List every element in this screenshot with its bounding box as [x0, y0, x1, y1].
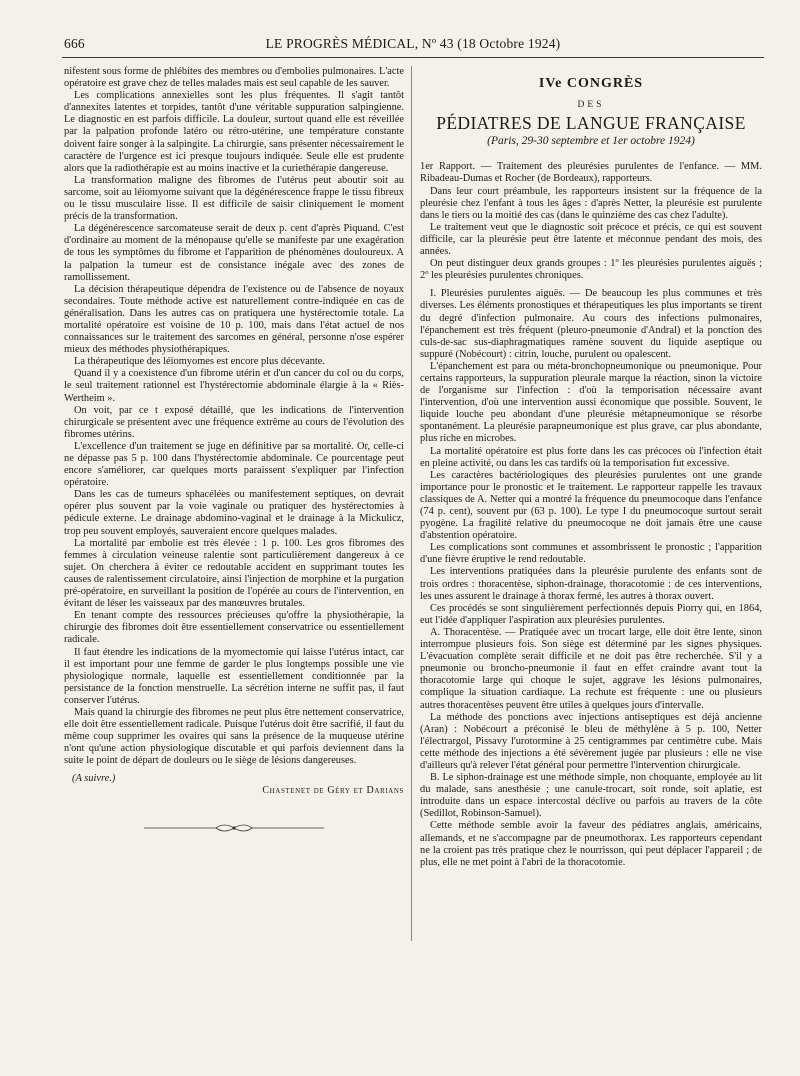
paragraph: La méthode des ponctions avec injections antiseptiques est déjà ancienne (Aran) : Nobécourt a préconisé le bleu de méthylène à 5 p. 100, Netter l'électrargol, Pissavy l'urotormine à 25 centigrammes par centimètre cube. Mais cette méthode des injections a été sévèrement jugée par plusieurs : elle ne vise d'ailleurs qu'à relever l'état général pour permettre l'intervention chirurgicale.	[420, 711, 762, 771]
paragraph: On peut distinguer deux grands groupes : 1º les pleurésies purulentes aiguës ; 2º les pleurésies purulentes chroniques.	[420, 258, 762, 282]
paragraph: Il faut étendre les indications de la myomectomie qui laisse l'utérus intact, car il est important pour une femme de garder le plus longtemps possible une vie physiologique normale, laquelle est essentiellement conditionnée par la persistance de la fonction menstruelle. La sécrétion interne ne suffit pas, il faut conserver l'utérus.	[64, 646, 404, 706]
paragraph: 1er Rapport. — Traitement des pleurésies purulentes de l'enfance. — MM. Ribadeau-Dumas et Rocher (de Bordeaux), rapporteurs.	[420, 161, 762, 185]
congress-name: PÉDIATRES DE LANGUE FRANÇAISE	[436, 113, 746, 134]
left-column	[64, 66, 404, 1066]
paragraph: La thérapeutique des léiomyomes est encore plus décevante.	[74, 356, 326, 368]
journal-title: LE PROGRÈS MÉDICAL, Nº 43 (18 Octobre 1924)	[265, 36, 561, 51]
paragraph: Les complications annexielles sont les plus fréquentes. Il s'agit tantôt d'annexites latentes et torpides, tantôt d'une véritable suppuration salpingienne. Le diagnostic en est parfois difficile. La douleur, surtout quand elle est réveillée par la palpation profonde latéro ou rétro-utérine, une température constante doivent faire songer à la salpingite. La chirurgie, sans présenter nécessairement le caractère de l'urgence est ici presque toujours indiquée. Seule elle est prudente alors que la radiothérapie est au moins inactive et la curiethérapie dangereuse.	[64, 90, 404, 174]
paragraph: Les interventions pratiquées dans la pleurésie purulente des enfants sont de trois ordres : thoracentèse, siphon-drainage, thoracotomie : de ces interventions, les unes assurent le drainage à thorax fermé, les autres à thorax ouvert.	[420, 566, 762, 602]
paragraph: A. Thoracentèse. — Pratiquée avec un trocart large, elle doit être lente, sinon interrompue plusieurs fois. Son siège est déterminé par les signes physiques. L'évacuation complète serait difficile et ne doit pas être recherchée. S'il y a pneumonie ou broncho-pneumonie il faut en effet craindre avant tout la thoracotomie large qui choque le sujet, aggrave les lésions pulmonaires, complique la situation cardiaque. La rechute est fréquente : une ou plusieurs autres thoracentèses peuvent être utiles à quelques jours d'intervalle.	[420, 626, 762, 711]
congress-place-date: (Paris, 29-30 septembre et 1er octobre 1924)	[487, 135, 695, 148]
paragraph: B. Le siphon-drainage est une méthode simple, non choquante, employée au lit du malade, sans anesthésie ; une canule-trocart, soit ronde, soit aplatie, est introduite dans un espace intercostal déclive ou parfois au travers de la côte (Sedillot, Robinson-Samuel).	[420, 772, 762, 820]
paragraph: En tenant compte des ressources précieuses qu'offre la physiothérapie, la chirurgie des fibromes doit être essentiellement conservatrice ou essentiellement radicale.	[64, 610, 404, 646]
right-column	[420, 66, 762, 1066]
page-number: 666	[64, 36, 85, 51]
paragraph: Les complications sont communes et assombrissent le pronostic ; l'apparition d'une fièvre éruptive le rend redoutable.	[420, 542, 762, 566]
running-header	[64, 36, 762, 56]
paragraph: La mortalité par embolie est très élevée : 1 p. 100. Les gros fibromes des femmes à circulation veineuse ralentie sont particulièrement dangereux à ce sujet. On cherchera à éviter ce redoutable accident en supprimant toutes les causes de ralentissement circulatoire, ainsi l'injection de morphine et la purgation pré-opératoire, en surveillant la position de l'opérée au cours de l'intervention, en évitant de léser les vaisseaux par des manœuvres brutales.	[64, 537, 404, 610]
congress-heading	[420, 78, 762, 147]
column-divider	[411, 66, 412, 941]
congress-des: DES	[577, 100, 605, 111]
paragraph: La décision thérapeutique dépendra de l'existence ou de l'absence de noyaux secondaires. Toute méthode active est naturellement contre-indiquée en cas de généralisation. Dans les autres cas on pratiquera une hystérectomie totale. La mortalité opératoire est voisine de 10 p. 100, mais dans l'état actuel de nos connaissances sur le traitement des sarcomes en général, personne n'ose espérer mieux des méthodes physiothérapiques.	[64, 283, 404, 356]
right-article-body	[420, 161, 762, 868]
paragraph: Mais quand la chirurgie des fibromes ne peut plus être nettement conservatrice, elle doit être essentiellement radicale. Puisque l'utérus doit être sacrifié, il faut du même coup supprimer les ovaires qui sans la présence de la muqueuse utérine n'ont qu'une action physiologique discutable et qui parfois deviennent dans la suite le point de départ de douleurs ou le siège de lésions dangereuses.	[64, 706, 404, 767]
paragraph: Ces procédés se sont singulièrement perfectionnés depuis Piorry qui, en 1864, eut l'idée d'appliquer l'aspiration aux pleurésies purulentes.	[420, 602, 762, 626]
paragraph: La transformation maligne des fibromes de l'utérus peut aboutir soit au sarcome, soit au léiomyome suivant que la dégénérescence frappe le tissu fibreux ou le tissu musculaire lisse. Il est difficile de saisir cliniquement le moment précis de la transformation.	[64, 174, 404, 223]
left-article-body	[64, 66, 404, 767]
paragraph: L'excellence d'un traitement se juge en définitive par sa mortalité. Or, celle-ci ne dépasse pas 5 p. 100 dans l'hystérectomie abdominale. Ce pourcentage peut encore s'améliorer, car quelques morts paraissent s'expliquer par l'infection opératoire.	[64, 440, 404, 489]
paragraph: Dans leur court préambule, les rapporteurs insistent sur la fréquence de la pleurésie chez l'enfant à tous les âges : d'après Netter, la pleurésie est purulente dans le tiers ou la moitié des cas (dans le quinzième des cas chez l'adulte).	[420, 185, 762, 221]
header-rule	[62, 57, 764, 58]
congress-title: IVe CONGRÈS	[538, 76, 644, 91]
ornament-divider	[144, 822, 324, 834]
paragraph: Les caractères bactériologiques des pleurésies purulentes ont une grande importance pour le pronostic et le traitement. Le rapporteur rappelle les travaux classiques de A. Netter qui a montré la fréquence du pneumocoque dans l'enfance (74 p. cent), souvent pur (63 p. 100). Le type I du pneumocoque surtout serait pyogène. La fragilité relative du pneumocoque ne doit jamais être une cause d'abstention opératoire.	[420, 469, 762, 542]
author-signature: Chastenet de Géry et Darians	[262, 785, 404, 797]
paragraph: Dans les cas de tumeurs sphacélées ou manifestement septiques, on devrait opérer plus souvent par la voie vaginale ou pratiquer des hystérectomies à pédicule externe. Le drainage abdomino-vaginal et le drainage à la Mickulicz, trop peu souvent employés, sauveraient encore quelques malades.	[64, 489, 404, 537]
article-end	[64, 773, 404, 797]
paragraph: La mortalité opératoire est plus forte dans les cas précoces où l'infection était en pleine activité, ou dans les cas tardifs où la temporisation fut excessive.	[420, 445, 762, 469]
paragraph: Le traitement veut que le diagnostic soit précoce et précis, ce qui est souvent difficile, car la pleurésie peut être latente et méconnue pendant des mois, des années.	[420, 221, 762, 258]
paragraph: La dégénérescence sarcomateuse serait de deux p. cent d'après Piquand. C'est d'ordinaire au moment de la ménopause qu'elle se manifeste par une exagération de tous les symptômes du fibrome et l'apparition de phénomènes douloureux. A la palpation la tumeur est de consistance inégale avec des zones de ramollissement.	[64, 223, 404, 283]
paragraph: I. Pleurésies purulentes aiguës. — De beaucoup les plus communes et très diverses. Les éléments pronostiques et thérapeutiques les plus importants se tirent du degré d'infection pulmonaire. Au cours des infections pulmonaires, l'épanchement est très fréquent (pleuro-pneumonie d'Andral) et la ponction des culs-de-sac sus-diaphragmatiques ramène souvent du liquide aseptique ou suppuré (Nobécourt) : citrin, louche, purulent ou opalescent.	[420, 288, 762, 360]
paragraph: nifestent sous forme de phlébites des membres ou d'embolies pulmonaires. L'acte opératoire est grave chez de telles malades mais est seul capable de les sauver.	[64, 66, 404, 90]
paragraph: L'épanchement est para ou méta-bronchopneumonique ou pneumonique. Pour certains rapporteurs, la suppuration pleurale marque la réaction, sinon la victoire de l'organisme sur l'infection : d'où la temporisation nécessaire avant l'intervention, d'où une intervention aussi économique que possible. Souvent, le liquide louche peu abondant d'une pleurésie métapneumonique se résorbe spontanément. La pleurésie parapneumonique est plus grave, car plus abondante, plus riche en microbes.	[420, 360, 762, 445]
paragraph: On voit, par ce t exposé détaillé, que les indications de l'intervention chirurgicale se présentent avec une fréquence extrême au cours de l'évolution des fibromes utérins.	[64, 404, 404, 440]
paragraph: Cette méthode semble avoir la faveur des pédiatres anglais, américains, allemands, et ne s'accompagne par de pneumothorax. Les rapporteurs cependant ne la croient pas très pratique chez le nourrisson, qui peut déplacer l'appareil ; de plus, elle ne met point à l'abri de la thoracotomie.	[420, 820, 762, 868]
to-be-continued: (A suivre.)	[72, 773, 116, 785]
paragraph: Quand il y a coexistence d'un fibrome utérin et d'un cancer du col ou du corps, le seul traitement rationnel est l'hystérectomie abdominale élargie à la « Riès-Wertheim ».	[64, 368, 404, 404]
